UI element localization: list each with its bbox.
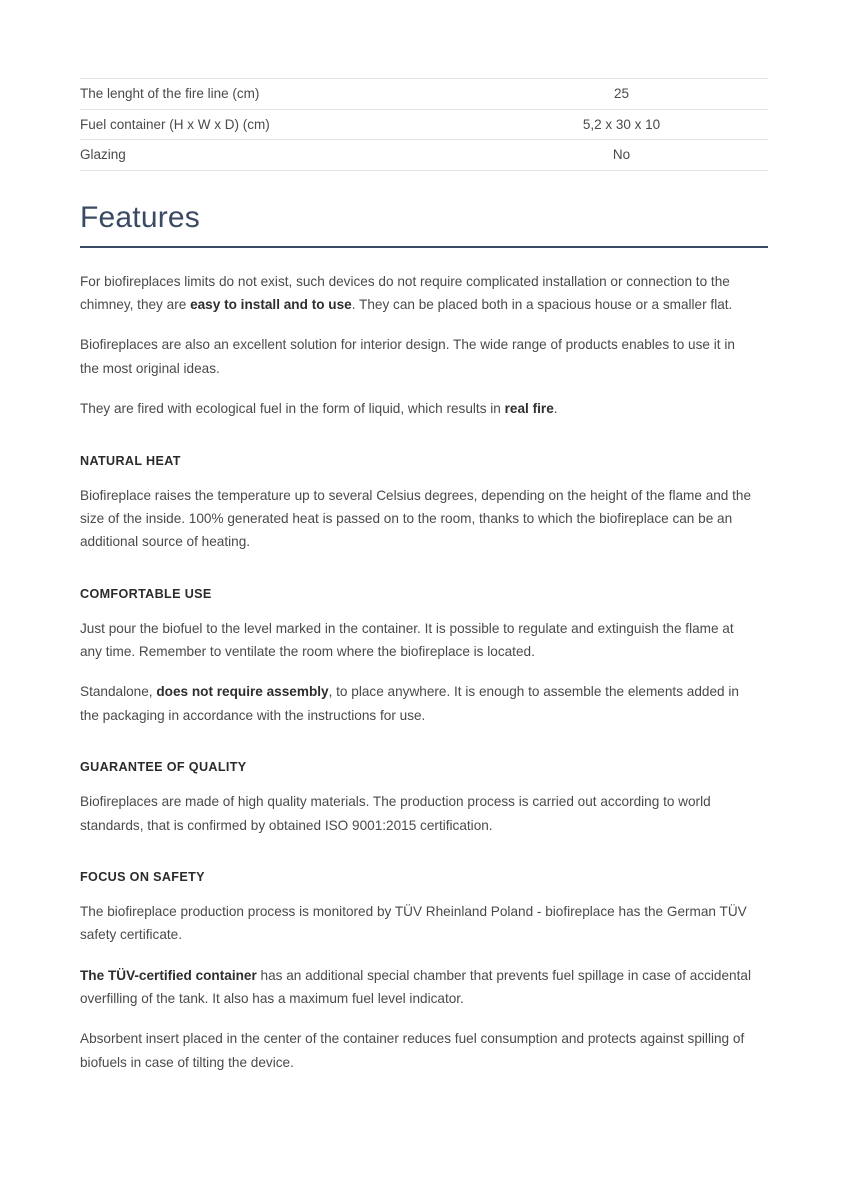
table-row xyxy=(80,140,768,171)
body-text: Just pour the biofuel to the level marked in the container. It is possible to regulate and extinguish the flame at any time. Remember to ventilate the room where the biofireplace is located. xyxy=(80,620,734,660)
section-paragraph xyxy=(80,617,756,664)
intro-paragraph xyxy=(80,333,756,380)
body-text: For biofireplaces limits do not exist, such devices do not require complicated installation or connection to the chimney, they are xyxy=(80,273,730,313)
body-text: The biofireplace production process is monitored by TÜV Rheinland Poland - biofireplace has the German TÜV safety certificate. xyxy=(80,903,747,943)
section-heading: NATURAL HEAT xyxy=(80,453,181,468)
features-intro xyxy=(80,270,768,421)
spec-value-cell: 25 xyxy=(614,86,630,101)
body-text: Biofireplace raises the temperature up to several Celsius degrees, depending on the height of the flame and the size of the inside. 100% generated heat is passed on to the room, thanks to which the biofireplace can be an additional source of heating. xyxy=(80,487,752,550)
body-text: Biofireplaces are also an excellent solution for interior design. The wide range of products enables to use it in the most original ideas. xyxy=(80,337,735,376)
body-text: . They can be placed both in a spacious house or a smaller flat. xyxy=(351,297,733,313)
section-heading: FOCUS ON SAFETY xyxy=(80,869,205,884)
specification-table xyxy=(80,78,768,171)
spec-value-cell: 5,2 x 30 x 10 xyxy=(582,116,661,132)
intro-paragraph xyxy=(80,270,756,317)
section-heading: GUARANTEE OF QUALITY xyxy=(80,760,247,775)
body-text: Biofireplaces are made of high quality materials. The production process is carried out according to world standards, that is confirmed by obtained ISO 9001:2015 certification. xyxy=(80,794,711,833)
body-text: has an additional special chamber that prevents fuel spillage in case of accidental overfilling of the tank. It also has a maximum fuel level indicator. xyxy=(80,967,751,1007)
body-text: Absorbent insert placed in the center of the container reduces fuel consumption and protects against spilling of biofuels in case of tilting the device. xyxy=(80,1031,745,1070)
intro-paragraph xyxy=(80,397,756,420)
emphasis-text: The TÜV-certified container xyxy=(80,967,257,983)
emphasis-text: does not require assembly xyxy=(156,684,329,700)
table-row xyxy=(80,109,768,140)
section-paragraph xyxy=(80,680,756,727)
emphasis-text: real fire xyxy=(504,401,554,417)
body-text: Standalone, xyxy=(80,684,157,700)
section-paragraph xyxy=(80,484,756,554)
section-paragraph xyxy=(80,900,756,947)
table-row xyxy=(80,79,768,110)
title-divider xyxy=(80,246,768,248)
section-heading: COMFORTABLE USE xyxy=(80,586,212,601)
section-paragraph xyxy=(80,790,756,837)
body-text: . xyxy=(553,401,558,417)
spec-name-cell: The lenght of the fire line (cm) xyxy=(80,86,260,101)
body-text: , to place anywhere. It is enough to assemble the elements added in the packaging in accordance with the instructions for use. xyxy=(80,684,739,723)
spec-name-cell: Fuel container (H x W x D) (cm) xyxy=(80,116,270,132)
body-text: They are fired with ecological fuel in the form of liquid, which results in xyxy=(80,401,505,417)
emphasis-text: easy to install and to use xyxy=(190,297,352,313)
section-paragraph xyxy=(80,964,756,1011)
spec-value-cell: No xyxy=(612,147,631,163)
features-sections xyxy=(80,454,768,1075)
section-paragraph xyxy=(80,1027,756,1074)
spec-name-cell: Glazing xyxy=(80,147,126,163)
page-title: Features xyxy=(80,200,200,234)
specification-table-body xyxy=(80,79,768,171)
